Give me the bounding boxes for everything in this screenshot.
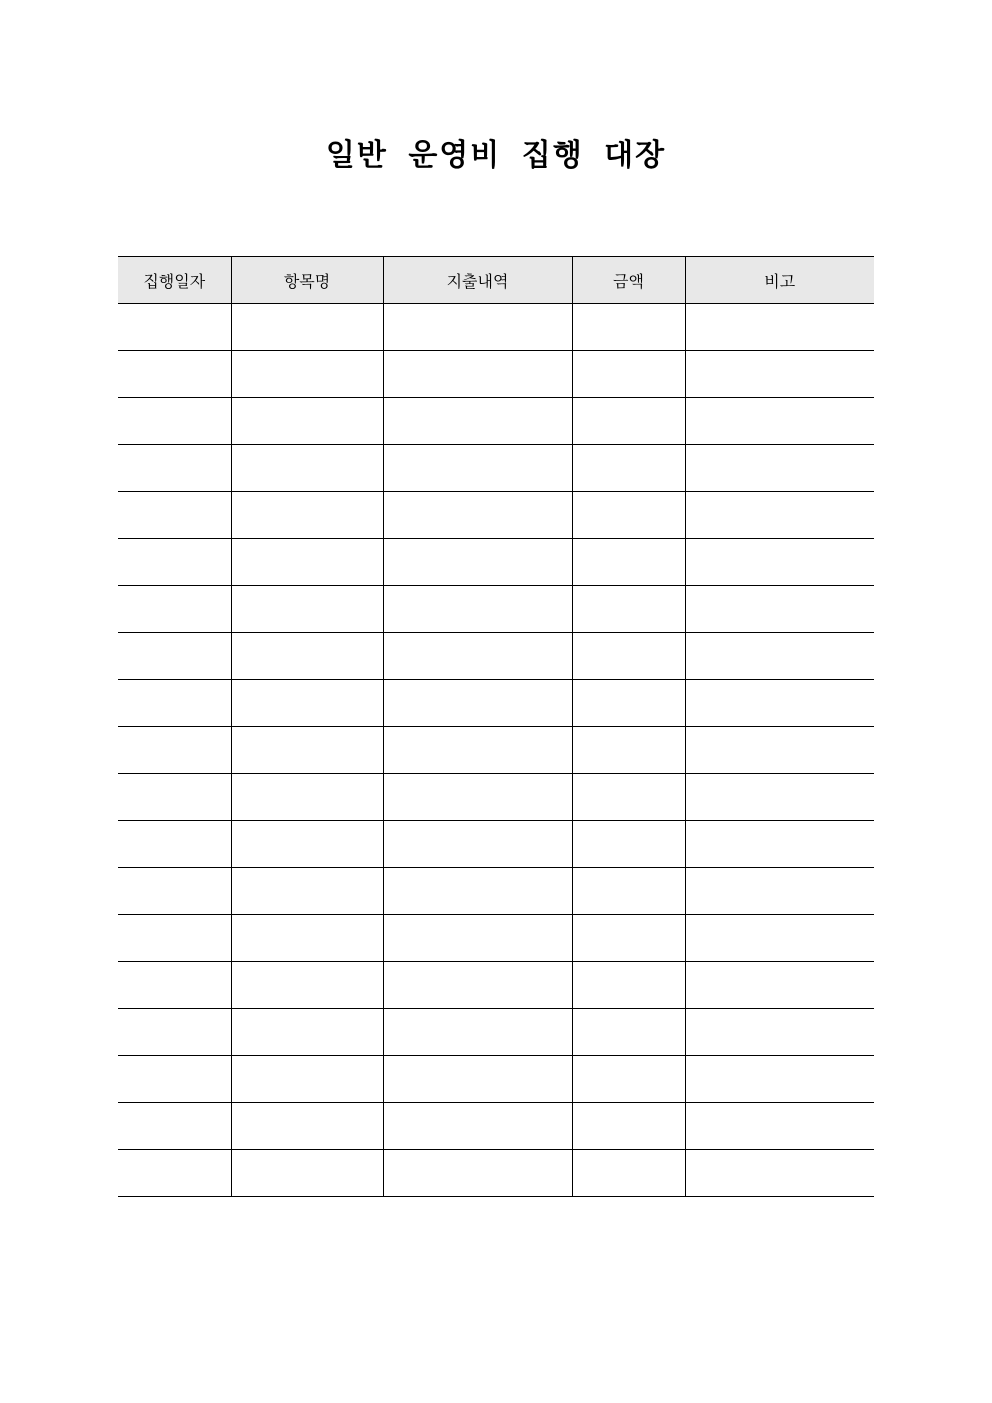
cell-amount	[572, 680, 685, 727]
cell-item-name	[231, 774, 383, 821]
table-row	[118, 539, 874, 586]
table-row	[118, 1056, 874, 1103]
cell-item-name	[231, 492, 383, 539]
table-row	[118, 304, 874, 351]
cell-amount	[572, 915, 685, 962]
table-row	[118, 586, 874, 633]
cell-remarks	[685, 727, 874, 774]
cell-amount	[572, 774, 685, 821]
cell-item-name	[231, 1103, 383, 1150]
column-header-remarks: 비고	[685, 257, 874, 304]
cell-expense-details	[383, 351, 572, 398]
cell-remarks	[685, 351, 874, 398]
table-row	[118, 1103, 874, 1150]
table-row	[118, 962, 874, 1009]
cell-amount	[572, 1056, 685, 1103]
column-header-item-name: 항목명	[231, 257, 383, 304]
table-header-row	[118, 257, 874, 304]
table-row	[118, 915, 874, 962]
cell-remarks	[685, 868, 874, 915]
cell-expense-details	[383, 915, 572, 962]
cell-date	[118, 962, 231, 1009]
table-row	[118, 1150, 874, 1197]
cell-item-name	[231, 727, 383, 774]
cell-date	[118, 1056, 231, 1103]
cell-remarks	[685, 1103, 874, 1150]
table-row	[118, 445, 874, 492]
cell-expense-details	[383, 774, 572, 821]
cell-item-name	[231, 915, 383, 962]
cell-amount	[572, 962, 685, 1009]
table-row	[118, 492, 874, 539]
column-header-date: 집행일자	[118, 257, 231, 304]
cell-item-name	[231, 445, 383, 492]
cell-date	[118, 1009, 231, 1056]
cell-item-name	[231, 351, 383, 398]
cell-item-name	[231, 633, 383, 680]
cell-remarks	[685, 774, 874, 821]
cell-amount	[572, 633, 685, 680]
cell-item-name	[231, 539, 383, 586]
cell-amount	[572, 351, 685, 398]
cell-date	[118, 680, 231, 727]
cell-amount	[572, 821, 685, 868]
cell-remarks	[685, 915, 874, 962]
cell-date	[118, 1103, 231, 1150]
cell-amount	[572, 868, 685, 915]
cell-amount	[572, 1009, 685, 1056]
cell-remarks	[685, 586, 874, 633]
table-row	[118, 398, 874, 445]
cell-expense-details	[383, 1150, 572, 1197]
column-header-expense-details: 지출내역	[383, 257, 572, 304]
cell-date	[118, 539, 231, 586]
cell-date	[118, 586, 231, 633]
cell-date	[118, 727, 231, 774]
table-row	[118, 351, 874, 398]
cell-date	[118, 821, 231, 868]
table-row	[118, 821, 874, 868]
cell-amount	[572, 304, 685, 351]
cell-remarks	[685, 492, 874, 539]
table-row	[118, 868, 874, 915]
column-header-amount: 금액	[572, 257, 685, 304]
cell-item-name	[231, 680, 383, 727]
cell-item-name	[231, 1056, 383, 1103]
cell-remarks	[685, 821, 874, 868]
cell-item-name	[231, 304, 383, 351]
cell-remarks	[685, 962, 874, 1009]
cell-expense-details	[383, 633, 572, 680]
cell-remarks	[685, 1009, 874, 1056]
cell-date	[118, 1150, 231, 1197]
cell-remarks	[685, 304, 874, 351]
cell-amount	[572, 1103, 685, 1150]
cell-date	[118, 633, 231, 680]
cell-remarks	[685, 680, 874, 727]
cell-expense-details	[383, 868, 572, 915]
cell-amount	[572, 1150, 685, 1197]
table-row	[118, 680, 874, 727]
cell-expense-details	[383, 304, 572, 351]
cell-expense-details	[383, 492, 572, 539]
cell-expense-details	[383, 586, 572, 633]
cell-expense-details	[383, 1009, 572, 1056]
cell-expense-details	[383, 727, 572, 774]
cell-expense-details	[383, 1103, 572, 1150]
cell-item-name	[231, 821, 383, 868]
cell-amount	[572, 492, 685, 539]
cell-item-name	[231, 868, 383, 915]
cell-remarks	[685, 445, 874, 492]
cell-date	[118, 445, 231, 492]
cell-date	[118, 398, 231, 445]
table-row	[118, 633, 874, 680]
cell-expense-details	[383, 398, 572, 445]
cell-item-name	[231, 962, 383, 1009]
cell-remarks	[685, 1150, 874, 1197]
cell-remarks	[685, 1056, 874, 1103]
cell-date	[118, 774, 231, 821]
cell-date	[118, 351, 231, 398]
table-row	[118, 774, 874, 821]
cell-item-name	[231, 586, 383, 633]
cell-item-name	[231, 1009, 383, 1056]
cell-amount	[572, 586, 685, 633]
cell-expense-details	[383, 680, 572, 727]
cell-date	[118, 915, 231, 962]
cell-expense-details	[383, 539, 572, 586]
table-row	[118, 727, 874, 774]
cell-item-name	[231, 398, 383, 445]
table-row	[118, 1009, 874, 1056]
cell-amount	[572, 539, 685, 586]
cell-item-name	[231, 1150, 383, 1197]
cell-remarks	[685, 398, 874, 445]
cell-expense-details	[383, 1056, 572, 1103]
cell-expense-details	[383, 821, 572, 868]
cell-remarks	[685, 633, 874, 680]
cell-amount	[572, 445, 685, 492]
cell-remarks	[685, 539, 874, 586]
cell-amount	[572, 398, 685, 445]
expense-ledger-table	[118, 256, 874, 1197]
cell-amount	[572, 727, 685, 774]
cell-date	[118, 868, 231, 915]
cell-date	[118, 304, 231, 351]
cell-date	[118, 492, 231, 539]
cell-expense-details	[383, 962, 572, 1009]
document-title: 일반 운영비 집행 대장	[325, 138, 667, 173]
table-body	[118, 304, 874, 1197]
cell-expense-details	[383, 445, 572, 492]
